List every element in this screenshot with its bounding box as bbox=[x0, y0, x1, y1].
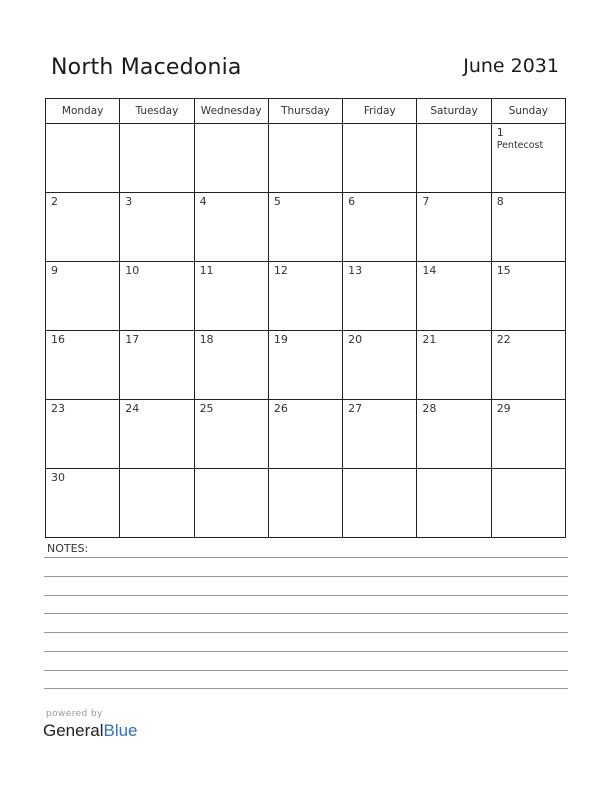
calendar-week-row bbox=[46, 262, 566, 331]
calendar-day-cell bbox=[194, 400, 268, 469]
weekday-header: Wednesday bbox=[194, 99, 268, 124]
day-number: 15 bbox=[496, 264, 511, 277]
calendar-day-cell bbox=[268, 400, 342, 469]
day-number: 4 bbox=[199, 195, 207, 208]
month-year-label: June 2031 bbox=[463, 55, 559, 77]
calendar-day-cell bbox=[417, 400, 491, 469]
calendar-day-cell bbox=[194, 124, 268, 193]
calendar-day-cell bbox=[268, 124, 342, 193]
calendar-day-cell bbox=[46, 400, 120, 469]
calendar-week-row bbox=[46, 469, 566, 538]
day-number: 22 bbox=[496, 333, 511, 346]
notes-rule-line bbox=[44, 576, 568, 577]
calendar-day-cell bbox=[268, 469, 342, 538]
calendar-day-cell bbox=[46, 124, 120, 193]
calendar-day-cell bbox=[491, 400, 565, 469]
calendar-day-cell bbox=[491, 262, 565, 331]
calendar-day-cell bbox=[343, 193, 417, 262]
calendar-day-cell bbox=[417, 193, 491, 262]
day-number: 23 bbox=[51, 402, 65, 415]
calendar-day-cell bbox=[268, 262, 342, 331]
calendar-day-cell bbox=[343, 124, 417, 193]
day-number: 12 bbox=[273, 264, 288, 277]
brand-name-part1: General bbox=[43, 721, 104, 740]
calendar-day-cell bbox=[46, 262, 120, 331]
notes-rule-line bbox=[44, 670, 568, 671]
weekday-header: Monday bbox=[46, 99, 120, 124]
day-number: 8 bbox=[496, 195, 504, 208]
day-number: 19 bbox=[273, 333, 288, 346]
weekday-header: Thursday bbox=[268, 99, 342, 124]
weekday-header: Sunday bbox=[491, 99, 565, 124]
calendar-day-cell bbox=[343, 262, 417, 331]
calendar-day-cell bbox=[417, 124, 491, 193]
calendar-day-cell bbox=[46, 469, 120, 538]
calendar-week-row bbox=[46, 400, 566, 469]
notes-rule-line bbox=[44, 557, 568, 558]
powered-by-text: powered by bbox=[46, 709, 103, 719]
day-number: 24 bbox=[125, 402, 140, 415]
calendar-day-cell bbox=[120, 262, 194, 331]
calendar-day-cell bbox=[268, 193, 342, 262]
calendar-day-cell bbox=[120, 331, 194, 400]
notes-rule-line bbox=[44, 632, 568, 633]
day-number: 17 bbox=[125, 333, 140, 346]
notes-rule-line bbox=[44, 651, 568, 652]
calendar-day-cell bbox=[194, 469, 268, 538]
calendar-week-row bbox=[46, 193, 566, 262]
calendar-day-cell bbox=[268, 331, 342, 400]
day-number: 5 bbox=[273, 195, 281, 208]
notes-label: NOTES: bbox=[47, 542, 89, 555]
day-number: 13 bbox=[348, 264, 363, 277]
calendar-day-cell bbox=[491, 331, 565, 400]
holiday-label: Pentecost bbox=[496, 140, 544, 151]
calendar-day-cell bbox=[120, 400, 194, 469]
weekday-header: Tuesday bbox=[120, 99, 194, 124]
day-number: 9 bbox=[51, 264, 58, 277]
calendar-day-cell bbox=[491, 469, 565, 538]
calendar-day-cell bbox=[46, 193, 120, 262]
calendar-week-row bbox=[46, 331, 566, 400]
calendar-day-cell bbox=[417, 331, 491, 400]
day-number: 28 bbox=[422, 402, 437, 415]
day-number: 20 bbox=[348, 333, 363, 346]
calendar-day-cell bbox=[120, 124, 194, 193]
brand-name-part2: Blue bbox=[103, 721, 138, 740]
notes-rule-line bbox=[44, 595, 568, 596]
brand-logo bbox=[43, 721, 138, 741]
day-number: 29 bbox=[496, 402, 511, 415]
calendar-day-cell bbox=[343, 331, 417, 400]
day-number: 2 bbox=[51, 195, 58, 208]
day-number: 11 bbox=[199, 264, 214, 277]
day-number: 26 bbox=[273, 402, 288, 415]
page-title: North Macedonia bbox=[51, 55, 242, 80]
calendar-day-cell bbox=[46, 331, 120, 400]
day-number: 18 bbox=[199, 333, 214, 346]
day-number: 25 bbox=[199, 402, 214, 415]
day-number: 7 bbox=[422, 195, 430, 208]
day-number: 6 bbox=[348, 195, 356, 208]
calendar-grid bbox=[45, 98, 566, 538]
day-number: 16 bbox=[51, 333, 65, 346]
weekday-header: Saturday bbox=[417, 99, 491, 124]
calendar-day-cell bbox=[491, 193, 565, 262]
calendar-day-cell bbox=[343, 400, 417, 469]
day-number: 21 bbox=[422, 333, 437, 346]
day-number: 27 bbox=[348, 402, 363, 415]
calendar-day-cell bbox=[417, 469, 491, 538]
day-number: 14 bbox=[422, 264, 437, 277]
weekday-header: Friday bbox=[343, 99, 417, 124]
calendar-day-cell bbox=[194, 331, 268, 400]
calendar-day-cell bbox=[194, 262, 268, 331]
calendar-day-cell bbox=[491, 124, 565, 193]
notes-rule-line bbox=[44, 613, 568, 614]
notes-rule-line bbox=[44, 688, 568, 689]
day-number: 30 bbox=[51, 471, 65, 484]
day-number: 3 bbox=[125, 195, 133, 208]
calendar-day-cell bbox=[343, 469, 417, 538]
day-number: 1 bbox=[496, 126, 504, 139]
weekday-header-row bbox=[46, 99, 566, 124]
calendar-day-cell bbox=[120, 193, 194, 262]
calendar-day-cell bbox=[194, 193, 268, 262]
calendar-week-row bbox=[46, 124, 566, 193]
calendar-day-cell bbox=[120, 469, 194, 538]
day-number: 10 bbox=[125, 264, 140, 277]
calendar-day-cell bbox=[417, 262, 491, 331]
